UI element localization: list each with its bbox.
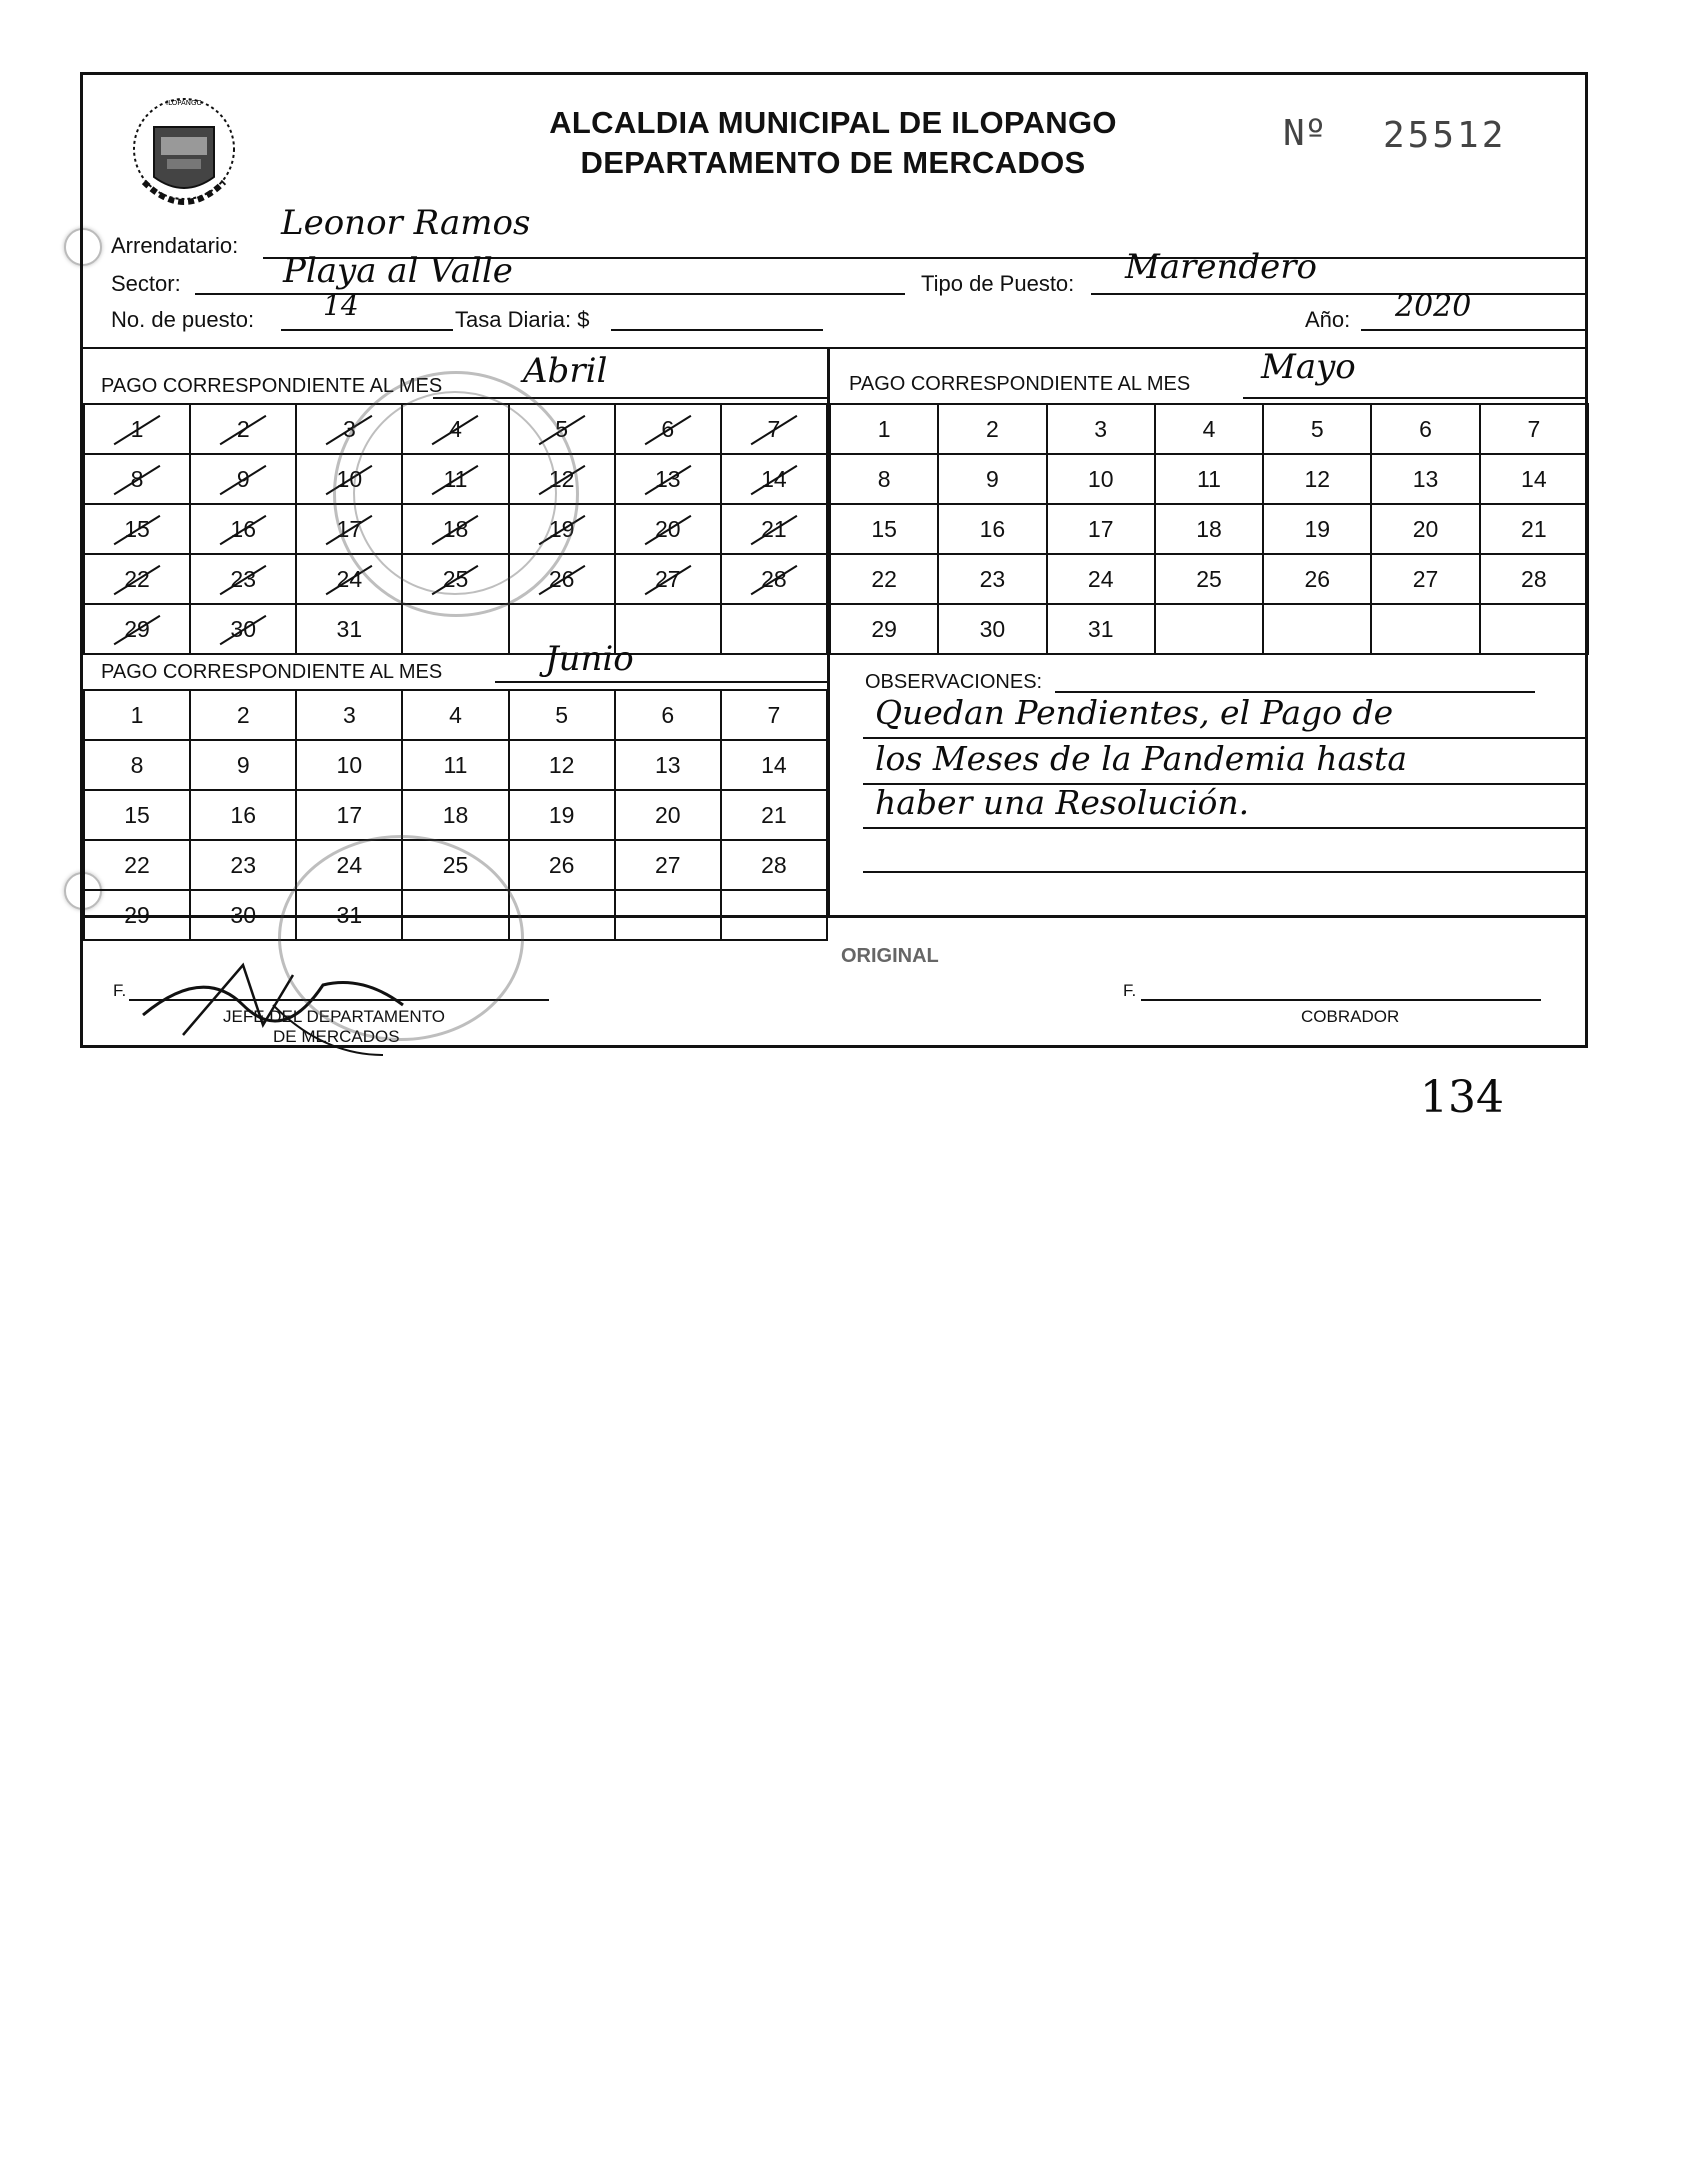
day-cell: 22 xyxy=(84,840,190,890)
day-cell: 4 xyxy=(402,404,508,454)
day-cell: 23 xyxy=(938,554,1046,604)
day-cell: 31 xyxy=(296,604,402,654)
day-cell: 15 xyxy=(830,504,938,554)
puesto-value: 14 xyxy=(323,289,359,322)
day-cell: 21 xyxy=(721,790,827,840)
sector-label: Sector: xyxy=(111,271,181,296)
month-3-label: PAGO CORRESPONDIENTE AL MES xyxy=(101,661,443,683)
day-cell: 19 xyxy=(1263,504,1371,554)
observaciones-line-1: Quedan Pendientes, el Pago de xyxy=(875,693,1394,732)
day-cell: 6 xyxy=(615,404,721,454)
day-cell: 22 xyxy=(84,554,190,604)
empty-day-cell xyxy=(1480,604,1588,654)
day-cell: 16 xyxy=(190,504,296,554)
day-cell: 23 xyxy=(190,554,296,604)
signature-right-f: F. xyxy=(1123,981,1137,1000)
receipt-number-label: Nº xyxy=(1283,113,1327,154)
empty-day-cell xyxy=(1263,604,1371,654)
day-cell: 1 xyxy=(84,404,190,454)
page-number-note: 134 xyxy=(1420,1072,1504,1123)
day-cell: 9 xyxy=(190,454,296,504)
day-cell: 2 xyxy=(190,404,296,454)
day-cell: 11 xyxy=(402,454,508,504)
day-cell: 24 xyxy=(296,840,402,890)
day-cell: 28 xyxy=(1480,554,1588,604)
day-cell: 3 xyxy=(1047,404,1155,454)
day-cell: 25 xyxy=(402,840,508,890)
rental-receipt-card xyxy=(80,72,1588,1048)
calendar-row xyxy=(830,504,1588,554)
calendar-may xyxy=(829,403,1589,655)
department-stamp xyxy=(353,391,557,595)
day-cell: 17 xyxy=(1047,504,1155,554)
original-label: ORIGINAL xyxy=(841,945,939,967)
day-cell: 26 xyxy=(509,554,615,604)
municipal-seal-logo xyxy=(129,87,239,225)
day-cell: 19 xyxy=(509,790,615,840)
day-cell: 14 xyxy=(1480,454,1588,504)
empty-day-cell xyxy=(1371,604,1479,654)
day-cell: 7 xyxy=(721,690,827,740)
day-cell: 20 xyxy=(1371,504,1479,554)
calendar-row xyxy=(84,790,827,840)
day-cell: 18 xyxy=(1155,504,1263,554)
cobrador-label: COBRADOR xyxy=(1301,1007,1400,1026)
day-cell: 6 xyxy=(1371,404,1479,454)
month-1-label: PAGO CORRESPONDIENTE AL MES xyxy=(101,375,443,397)
day-cell: 8 xyxy=(830,454,938,504)
day-cell: 29 xyxy=(830,604,938,654)
day-cell: 15 xyxy=(84,790,190,840)
observaciones-label: OBSERVACIONES: xyxy=(865,671,1043,693)
day-cell: 19 xyxy=(509,504,615,554)
title-line-2: DEPARTAMENTO DE MERCADOS xyxy=(580,145,1086,180)
day-cell: 18 xyxy=(402,790,508,840)
day-cell: 5 xyxy=(509,690,615,740)
day-cell: 1 xyxy=(84,690,190,740)
day-cell: 6 xyxy=(615,690,721,740)
observaciones-line-2: los Meses de la Pandemia hasta xyxy=(875,739,1408,778)
observaciones-line-3: haber una Resolución. xyxy=(875,783,1250,822)
day-cell: 12 xyxy=(1263,454,1371,504)
day-cell: 17 xyxy=(296,504,402,554)
day-cell: 9 xyxy=(938,454,1046,504)
day-cell: 12 xyxy=(509,454,615,504)
day-cell: 14 xyxy=(721,740,827,790)
day-cell: 23 xyxy=(190,840,296,890)
anio-label: Año: xyxy=(1305,307,1351,332)
day-cell: 8 xyxy=(84,454,190,504)
day-cell: 11 xyxy=(1155,454,1263,504)
day-cell: 5 xyxy=(1263,404,1371,454)
day-cell: 26 xyxy=(509,840,615,890)
day-cell: 28 xyxy=(721,840,827,890)
anio-value: 2020 xyxy=(1395,289,1472,324)
day-cell: 21 xyxy=(721,504,827,554)
calendar-row xyxy=(830,404,1588,454)
day-cell: 2 xyxy=(938,404,1046,454)
day-cell: 5 xyxy=(509,404,615,454)
day-cell: 30 xyxy=(190,604,296,654)
tipo-puesto-label: Tipo de Puesto: xyxy=(921,271,1075,296)
day-cell: 29 xyxy=(84,890,190,940)
day-cell: 31 xyxy=(1047,604,1155,654)
calendar-row xyxy=(84,740,827,790)
tasa-diaria-label: Tasa Diaria: $ xyxy=(455,307,590,332)
day-cell: 1 xyxy=(830,404,938,454)
day-cell: 13 xyxy=(1371,454,1479,504)
puesto-label: No. de puesto: xyxy=(111,307,255,332)
day-cell: 16 xyxy=(190,790,296,840)
day-cell: 17 xyxy=(296,790,402,840)
day-cell: 29 xyxy=(84,604,190,654)
day-cell: 21 xyxy=(1480,504,1588,554)
day-cell: 27 xyxy=(615,554,721,604)
department-stamp xyxy=(278,835,524,1041)
day-cell: 3 xyxy=(296,690,402,740)
day-cell: 28 xyxy=(721,554,827,604)
day-cell: 12 xyxy=(509,740,615,790)
signature-left-f: F. xyxy=(113,981,127,1000)
day-cell: 16 xyxy=(938,504,1046,554)
empty-day-cell xyxy=(721,604,827,654)
sector-value: Playa al Valle xyxy=(283,251,513,291)
calendar-row xyxy=(830,604,1588,654)
title-line-1: ALCALDIA MUNICIPAL DE ILOPANGO xyxy=(549,105,1117,140)
day-cell: 4 xyxy=(402,690,508,740)
day-cell: 9 xyxy=(190,740,296,790)
tipo-puesto-value: Marendero xyxy=(1125,247,1317,287)
day-cell: 14 xyxy=(721,454,827,504)
day-cell: 11 xyxy=(402,740,508,790)
month-3-value: Junio xyxy=(545,639,634,679)
day-cell: 10 xyxy=(296,740,402,790)
day-cell: 7 xyxy=(1480,404,1588,454)
day-cell: 24 xyxy=(1047,554,1155,604)
day-cell: 30 xyxy=(190,890,296,940)
day-cell: 10 xyxy=(296,454,402,504)
arrendatario-label: Arrendatario: xyxy=(111,233,239,258)
receipt-number: 25512 xyxy=(1383,115,1507,156)
calendar-row xyxy=(84,690,827,740)
arrendatario-value: Leonor Ramos xyxy=(281,203,531,243)
day-cell: 22 xyxy=(830,554,938,604)
day-cell: 8 xyxy=(84,740,190,790)
calendar-row xyxy=(830,454,1588,504)
day-cell: 18 xyxy=(402,504,508,554)
day-cell: 30 xyxy=(938,604,1046,654)
day-cell: 24 xyxy=(296,554,402,604)
day-cell: 27 xyxy=(1371,554,1479,604)
day-cell: 4 xyxy=(1155,404,1263,454)
day-cell: 7 xyxy=(721,404,827,454)
calendar-row xyxy=(830,554,1588,604)
day-cell: 20 xyxy=(615,790,721,840)
month-2-label: PAGO CORRESPONDIENTE AL MES xyxy=(849,373,1191,395)
day-cell: 3 xyxy=(296,404,402,454)
day-cell: 13 xyxy=(615,740,721,790)
day-cell: 10 xyxy=(1047,454,1155,504)
month-1-value: Abril xyxy=(523,351,608,391)
svg-text:ILOPANGO: ILOPANGO xyxy=(166,99,202,107)
day-cell: 15 xyxy=(84,504,190,554)
day-cell: 25 xyxy=(1155,554,1263,604)
day-cell: 26 xyxy=(1263,554,1371,604)
day-cell: 27 xyxy=(615,840,721,890)
day-cell: 2 xyxy=(190,690,296,740)
empty-day-cell xyxy=(1155,604,1263,654)
day-cell: 20 xyxy=(615,504,721,554)
day-cell: 31 xyxy=(296,890,402,940)
month-2-value: Mayo xyxy=(1261,347,1356,387)
day-cell: 13 xyxy=(615,454,721,504)
jefe-departamento-label-2: DE MERCADOS xyxy=(273,1027,400,1046)
jefe-departamento-label-1: JEFE DEL DEPARTAMENTO xyxy=(223,1007,445,1026)
day-cell: 25 xyxy=(402,554,508,604)
